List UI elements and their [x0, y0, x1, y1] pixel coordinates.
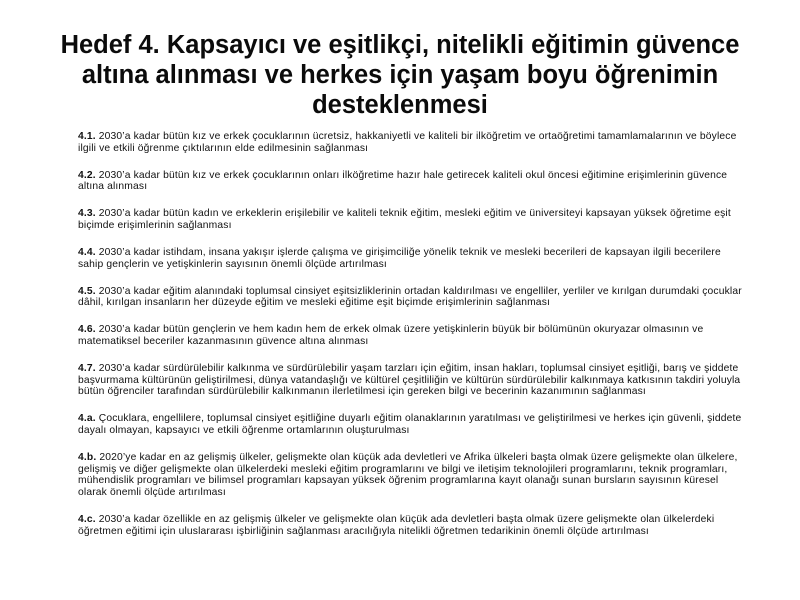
target-text: 2020’ye kadar en az gelişmiş ülkeler, gelişmekte olan küçük ada devletleri ve Afrika ülkeleri başta olmak üzere gelişmekte olan ülkelere, gelişmiş ve diğer gelişmekte olan ülkelerdeki mesleki eğitim programlarını ve bilgi ve iletişim teknolojileri programlarını, teknik programları, mühendislik programları ve bilimsel programları kapsayan yüksek öğrenim programlarına kayıt olanağı sunan bursların sayısının küresel olarak önemli ölçüde artırılması [78, 452, 738, 498]
target-id: 4.1. [78, 131, 96, 142]
target-item [78, 413, 748, 436]
target-id: 4.b. [78, 452, 97, 464]
target-item [78, 452, 748, 498]
target-id: 4.7. [78, 363, 96, 375]
target-item [78, 247, 748, 270]
target-list [78, 131, 748, 553]
target-text: 2030’a kadar bütün gençlerin ve hem kadın hem de erkek olmak üzere yetişkinlerin büyük bir bölümünün okuryazar olmasının ve matematiksel beceriler kazanmasının güvence altına alınması [78, 324, 704, 348]
target-text: 2030’a kadar bütün kız ve erkek çocuklarının onları ilköğretime hazır hale getirecek kaliteli okul öncesi eğitimine erişimlerinin güvence altına alınması [78, 169, 728, 193]
target-id: 4.6. [78, 324, 96, 336]
target-item [78, 131, 748, 154]
target-text: 2030’a kadar özellikle en az gelişmiş ülkeler ve gelişmekte olan küçük ada devletleri başta olmak üzere gelişmekte olan ülkelerdeki öğretmen eğitimi için uluslararası işbirliğinin sağlanması aracılığıyla nitelikli öğretmen tedarikinin önemli ölçüde artırılması [78, 513, 715, 537]
target-text: Çocuklara, engellilere, toplumsal cinsiyet eşitliğine duyarlı eğitim olanaklarının yaratılması ve geliştirilmesi ve herkes için güvenli, şiddete dayalı olmayan, kapsayıcı ve etkili öğrenme ortamlarının oluşturulması [78, 413, 742, 436]
target-item [78, 208, 748, 231]
target-item [78, 286, 748, 309]
target-item [78, 363, 748, 398]
target-id: 4.3. [78, 208, 96, 220]
target-text: 2030’a kadar bütün kadın ve erkeklerin erişilebilir ve kaliteli teknik eğitim, mesleki eğitim ve üniversiteyi kapsayan yüksek öğretime eşit biçimde erişimlerinin sağlanması [78, 208, 731, 231]
target-text: 2030’a kadar bütün kız ve erkek çocuklarının ücretsiz, hakkaniyetli ve kaliteli bir ilköğretim ve ortaöğretimi tamamlamalarının ve böylece ilgili ve etkili öğrenme çıktılarının elde edilmesinin sağlanması [78, 131, 737, 154]
slide-title: Hedef 4. Kapsayıcı ve eşitlikçi, nitelikli eğitimin güvence altına alınması ve herkes için yaşam boyu öğrenimin desteklenmesi [60, 31, 740, 119]
target-item [78, 170, 748, 193]
target-text: 2030’a kadar istihdam, insana yakışır işlerde çalışma ve girişimciliğe yönelik teknik ve mesleki becerileri de kapsayan ilgili becerilere sahip gençlerin ve yetişkinlerin sayısının önemli ölçüde artırılması [78, 247, 721, 270]
target-id: 4.4. [78, 247, 96, 259]
target-item [78, 514, 748, 537]
target-id: 4.2. [78, 169, 96, 181]
target-id: 4.5. [78, 285, 96, 297]
target-id: 4.c. [78, 513, 96, 525]
target-id: 4.a. [78, 413, 96, 425]
target-text: 2030’a kadar sürdürülebilir kalkınma ve sürdürülebilir yaşam tarzları için eğitim, insan hakları, toplumsal cinsiyet eşitliği, barış ve şiddete başvurmama kültürünün geliştirilmesi, dünya vatandaşlığı ve kültürel çeşitliliğin ve kültürün sürdürülebilir kalkınmaya katkısının takdiri yoluyla bütün öğrenciler tarafından sürdürülebilir kalkınmanın ilerletilmesi için gereken bilgi ve becerinin kazanımının sağlanması [78, 363, 741, 398]
target-text: 2030’a kadar eğitim alanındaki toplumsal cinsiyet eşitsizliklerinin ortadan kaldırılması ve engelliler, yerliler ve kırılgan durumdaki çocuklar dâhil, kırılgan insanların her düzeyde eğitim ve mesleki eğitime eşit biçimde erişimlerinin sağlanması [78, 285, 742, 309]
target-item [78, 324, 748, 347]
